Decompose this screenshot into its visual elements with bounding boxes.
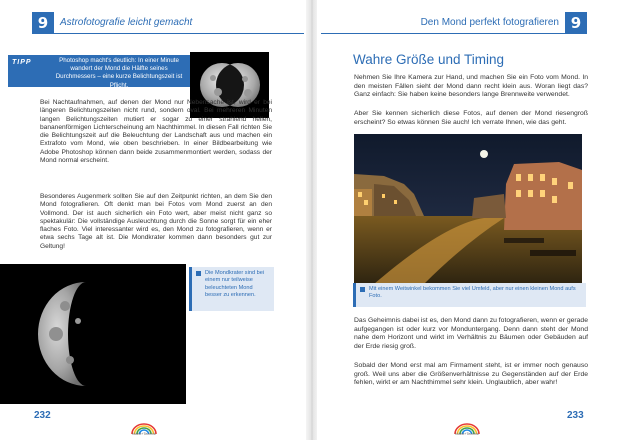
caption-text: Mit einem Weitwinkel bekommen Sie viel Umfeld, aber nur einen kleinen Mond aufs Foto.: [369, 286, 576, 300]
body-paragraph-3: Das Geheimnis dabei ist es, den Mond dann zu fotografieren, wenn er gerade aufgegangen ist oder kurz vor Monduntergang. Denn dann steht der Mond nahe dem Horizont und wirkt im Verhältnis zu Bäumen oder Gebäuden auf der Erde riesig groß.: [354, 317, 588, 351]
header-rule: [54, 33, 304, 34]
body-paragraph-2: Besonderes Augenmerk sollten Sie auf den Zeitpunkt richten, an dem Sie den Mond fotografieren. Oft denkt man bei Fotos vom Mond zuerst an den Vollmond. Der ist auch sicherlich ein Foto wert, aber meist nicht ganz so spektakulär: Die vollständige Ausleuchtung durch die Sonne sorgt für ein eher flaches Foto. Viel interessanter wird es, den Mond zu fotografieren, wenn er etwa sechs Tage alt ist. Die Mondkrater kommen dann besonders gut zur Geltung!: [40, 193, 272, 250]
venice-night-photo: [354, 134, 582, 284]
tip-label: TIPP: [12, 59, 32, 66]
chapter-header-right: [321, 12, 587, 34]
tip-box: [8, 55, 190, 87]
page-number: 232: [34, 410, 51, 421]
section-heading: Wahre Größe und Timing: [353, 52, 505, 67]
running-title: Astrofotografie leicht gemacht: [60, 17, 193, 28]
body-paragraph-2: Aber Sie kennen sicherlich diese Fotos, auf denen der Mond riesengroß erscheint? So etwas können Sie auch! Ich verrate Ihnen, wie das geht.: [354, 110, 588, 126]
header-rule: [321, 33, 565, 34]
publisher-logo-text: Markt+Technik: [132, 432, 156, 436]
right-page: [317, 0, 623, 440]
body-paragraph-4: Sobald der Mond erst mal am Firmament steht, ist er immer noch genauso groß. Weil uns aber die Größenverhältnisse zu Gegenständen auf der Erde fehlen, wirkt er am Nachthimmel sehr klein. Unglaublich, aber wahr!: [354, 362, 588, 387]
body-paragraph-1: Nehmen Sie Ihre Kamera zur Hand, und machen Sie ein Foto vom Mond. In den meisten Fällen sieht der Mond dann recht klein aus. Woran liegt das? Ganz einfach: Sie haben keine besonders lange Brennweite verwendet.: [354, 74, 588, 99]
figure-caption-right: [353, 283, 586, 307]
publisher-logo: [453, 421, 481, 437]
tip-text: Photoshop macht's deutlich: In einer Minute wandert der Mond die Hälfte seines Durchmessers – eine kurze Belichtungszeit ist Pflicht.: [55, 57, 183, 89]
body-paragraph-1: Bei Nachtaufnahmen, auf denen der Mond nur Nebensache ist, wird er bei längeren Belichtungszeiten nicht rund, sondern oval. Bei mehreren Minuten langen Belichtungszeiten mutiert er sogar zu einer strahlend hellen, bananenförmigen Lichterscheinung am Nachthimmel. In diesen Fall richten Sie die Belichtungszeit auf die Beleuchtung der Landschaft aus und machen ein Extrafoto vom Mond, wie oben beschrieben. In einer Bildbearbeitung wie Adobe Photoshop können dann beide zusammenmontiert werden, sodass der Mond normal erscheint.: [40, 99, 272, 165]
caption-text: Die Mondkrater sind bei einem nur teilweise beleuchteten Mond besser zu erkennen.: [205, 270, 265, 299]
chapter-number-badge: 9: [565, 12, 587, 34]
half-moon-photo: [0, 264, 186, 404]
caption-marker: [196, 271, 201, 276]
chapter-number-badge: 9: [32, 12, 54, 34]
caption-marker: [360, 287, 365, 292]
page-number: 233: [567, 410, 584, 421]
chapter-header-left: [32, 12, 304, 34]
running-title: Den Mond perfekt fotografieren: [420, 17, 559, 28]
left-page: [0, 0, 306, 440]
publisher-logo-text: Markt+Technik: [455, 432, 479, 436]
figure-caption-left: [189, 267, 274, 311]
publisher-logo: [130, 421, 158, 437]
